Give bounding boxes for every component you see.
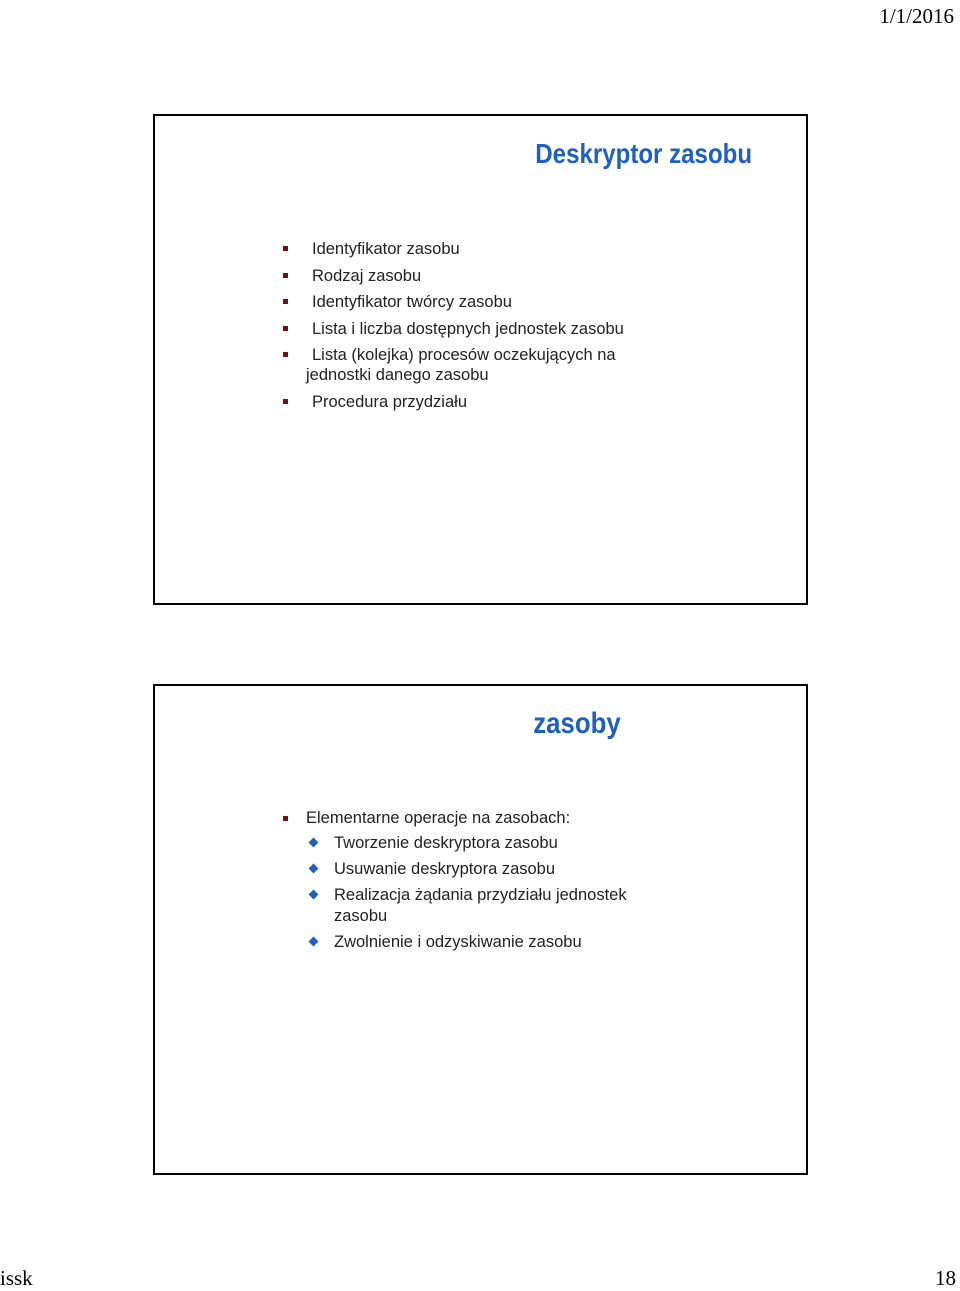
sub-list-item-text: Tworzenie deskryptora zasobu xyxy=(334,834,558,852)
square-bullet-icon xyxy=(283,399,288,404)
list-item-continuation: jednostki danego zasobu xyxy=(306,366,489,384)
sub-list-item xyxy=(306,859,702,880)
slide-zasoby xyxy=(153,684,808,1175)
page-date: 1/1/2016 xyxy=(879,4,954,28)
square-bullet-icon xyxy=(283,352,288,357)
sub-list-item xyxy=(306,885,674,927)
bullet-list xyxy=(280,238,700,417)
list-item xyxy=(280,318,700,340)
list-item xyxy=(280,344,700,386)
sub-list-item xyxy=(306,932,702,953)
square-bullet-icon xyxy=(283,246,288,251)
sub-list-item-text: Zwolnienie i odzyskiwanie zasobu xyxy=(334,933,582,951)
list-item xyxy=(280,291,700,313)
list-item-text: Elementarne operacje na zasobach: xyxy=(306,809,571,827)
list-item xyxy=(280,238,700,260)
list-item-text: Identyfikator zasobu xyxy=(312,240,460,258)
sub-bullet-list xyxy=(306,833,702,953)
footer-label: issk xyxy=(0,1266,33,1290)
slide-deskryptor-zasobu xyxy=(153,114,808,605)
page-number: 18 xyxy=(935,1266,956,1290)
list-item-text: Rodzaj zasobu xyxy=(312,266,422,285)
slide-title: Deskryptor zasobu xyxy=(535,138,752,169)
diamond-bullet-icon xyxy=(309,838,319,848)
list-item xyxy=(282,807,702,953)
square-bullet-icon xyxy=(283,816,288,821)
sub-list-item-text: Usuwanie deskryptora zasobu xyxy=(334,860,556,878)
list-item-text: Procedura przydziału xyxy=(312,392,467,411)
square-bullet-icon xyxy=(283,326,288,331)
list-item-text: Identyfikator twórcy zasobu xyxy=(312,293,512,311)
list-item xyxy=(280,391,700,413)
diamond-bullet-icon xyxy=(309,890,319,900)
slide-title: zasoby xyxy=(533,707,621,740)
list-item-text: Lista i liczba dostępnych jednostek zasobu xyxy=(312,319,624,338)
diamond-bullet-icon xyxy=(309,864,319,874)
square-bullet-icon xyxy=(283,299,288,304)
sub-list-item-text: Realizacja żądania przydziału jednostek zasobu xyxy=(334,886,627,925)
list-item xyxy=(280,265,700,287)
sub-list-item xyxy=(306,833,702,854)
list-item-text: Lista (kolejka) procesów oczekujących na xyxy=(312,346,616,364)
bullet-list xyxy=(282,807,702,958)
diamond-bullet-icon xyxy=(309,937,319,947)
square-bullet-icon xyxy=(283,273,288,278)
